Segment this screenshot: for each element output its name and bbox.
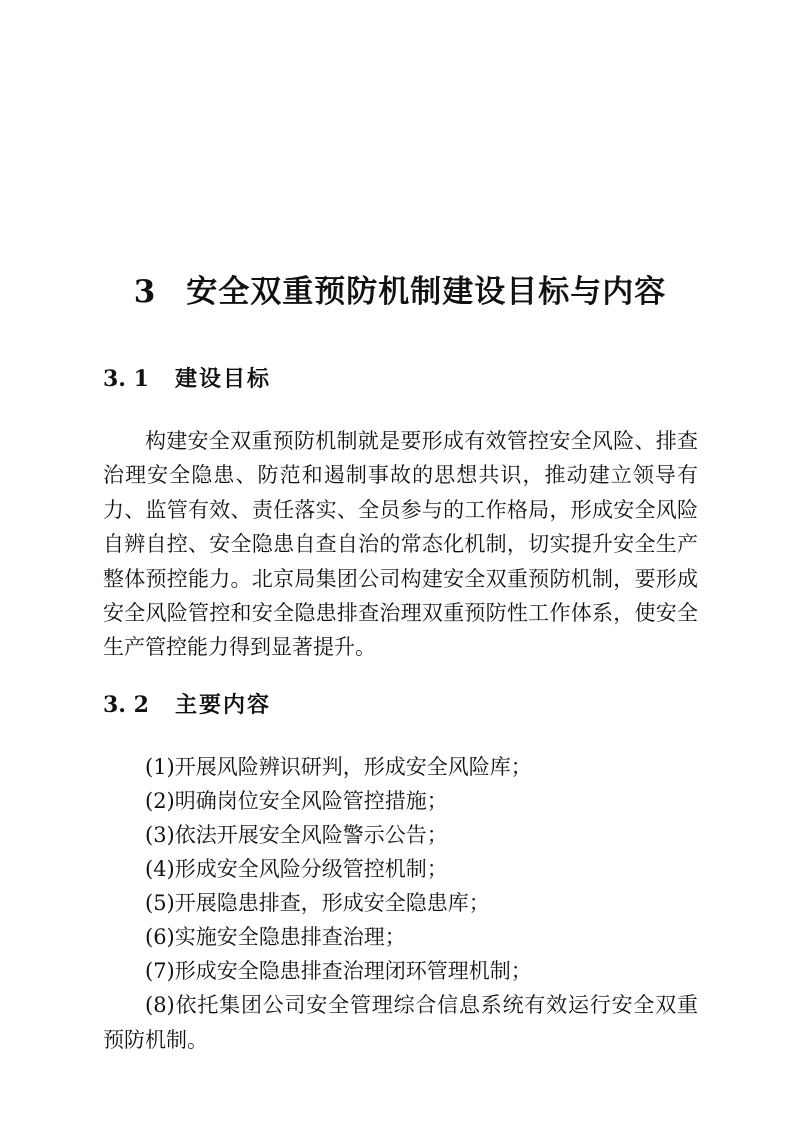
section-title: 建设目标 — [175, 367, 272, 392]
chapter-title — [0, 266, 800, 311]
list-item: (4)形成安全风险分级管控机制； — [145, 857, 448, 881]
section-heading-3-1 — [103, 362, 271, 393]
section-title: 主要内容 — [175, 693, 272, 718]
list-item: (8)依托集团公司安全管理综合信息系统有效运行安全双重预防机制。 — [103, 993, 698, 1052]
list-item: (3)依法开展安全风险警示公告； — [145, 823, 448, 847]
section-number: 3. 1 — [103, 366, 149, 392]
chapter-title-text: 安全双重预防机制建设目标与内容 — [186, 274, 667, 310]
list-item: (2)明确岗位安全风险管控措施； — [145, 789, 448, 813]
section-heading-3-2 — [103, 688, 271, 719]
list-item: (7)形成安全隐患排查治理闭环管理机制； — [145, 959, 532, 983]
section-number: 3. 2 — [103, 692, 149, 718]
list-item: (5)开展隐患排查，形成安全隐患库； — [145, 891, 490, 915]
list-item: (1)开展风险辨识研判，形成安全风险库； — [145, 755, 532, 779]
goal-paragraph: 构建安全双重预防机制就是要形成有效管控安全风险、排查治理安全隐患、防范和遏制事故的思想共识，推动建立领导有力、监管有效、责任落实、全员参与的工作格局，形成安全风险自辨自控、安全隐患自查自治的常态化机制，切实提升安全生产整体预控能力。北京局集团公司构建安全双重预防机制，要形成安全风险管控和安全隐患排查治理双重预防性工作体系，使安全生产管控能力得到显著提升。 — [103, 429, 698, 660]
content-item-list — [103, 750, 698, 1058]
chapter-number: 3 — [133, 274, 157, 310]
list-item: (6)实施安全隐患排查治理； — [145, 925, 406, 949]
